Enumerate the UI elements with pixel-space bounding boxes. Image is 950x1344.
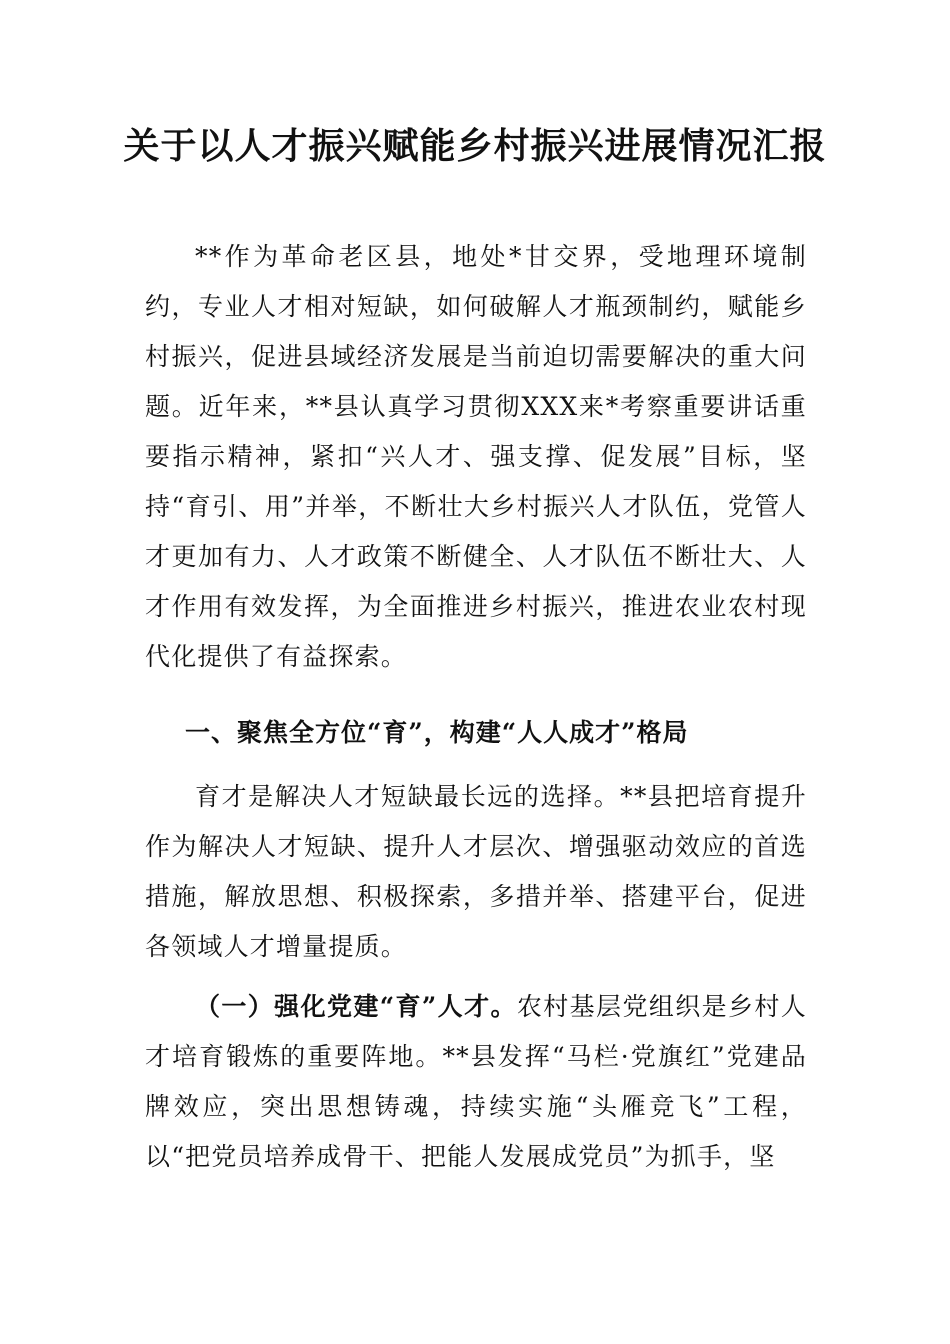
document-title: 关于以人才振兴赋能乡村振兴进展情况汇报 bbox=[123, 125, 827, 167]
intro-paragraph: **作为革命老区县，地处*甘交界，受地理环境制约，专业人才相对短缺，如何破解人才瓶颈制约，赋能乡村振兴，促进县域经济发展是当前迫切需要解决的重大问题。近年来，**县认真学习贯彻XXX来*考察重要讲话重要指示精神，紧扣“兴人才、强支撑、促发展”目标，坚持“育引、用”并举，不断壮大乡村振兴人才队伍，党管人才更加有力、人才政策不断健全、人才队伍不断壮大、人才作用有效发挥，为全面推进乡村振兴，推进农业农村现代化提供了有益探索。 bbox=[145, 242, 807, 671]
subsection-lead: （一）强化党建“育”人才。 bbox=[195, 992, 517, 1021]
subsection-paragraph bbox=[145, 982, 807, 1182]
section-heading: 一、聚焦全方位“育”，构建“人人成才”格局 bbox=[185, 718, 689, 747]
subsection-body: 农村基层党组织是乡村人才培育锻炼的重要阵地。**县发挥“马栏·党旗红”党建品牌效应，突出思想铸魂，持续实施“头雁竞飞”工程，以“把党员培养成骨干、把能人发展成党员”为抓手，坚 bbox=[145, 992, 807, 1171]
section-body-paragraph: 育才是解决人才短缺最长远的选择。**县把培育提升作为解决人才短缺、提升人才层次、增强驱动效应的首选措施，解放思想、积极探索，多措并举、搭建平台，促进各领域人才增量提质。 bbox=[145, 782, 807, 961]
